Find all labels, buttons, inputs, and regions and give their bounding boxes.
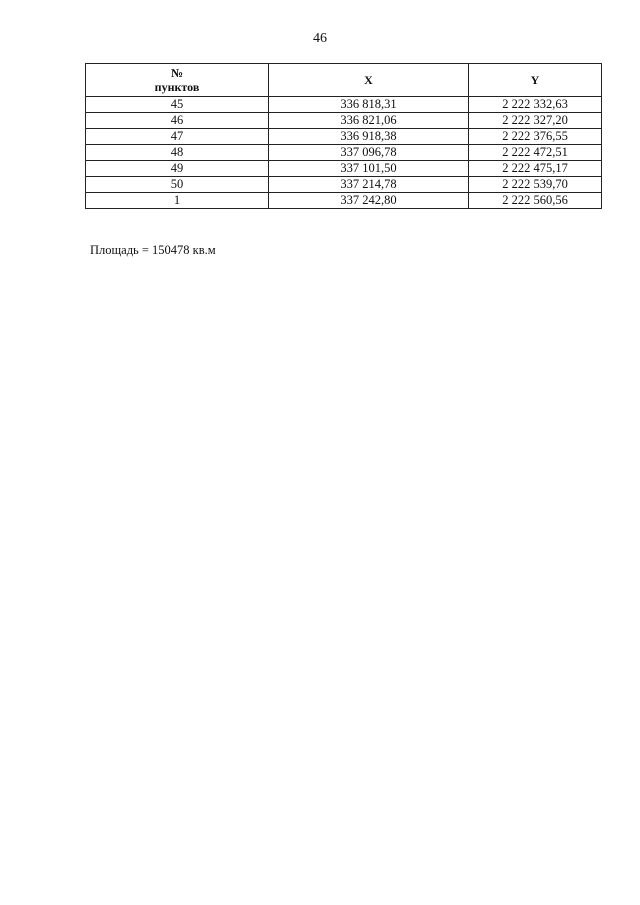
header-point-number-label: пунктов [154, 80, 200, 94]
table-header-row [86, 64, 602, 97]
x-coordinate-cell: 336 918,38 [269, 129, 469, 145]
point-number-cell: 46 [86, 113, 269, 129]
header-y: Y [469, 64, 602, 97]
header-point-number [86, 64, 269, 97]
table-row [86, 113, 602, 129]
y-coordinate-cell: 2 222 376,55 [469, 129, 602, 145]
point-number-cell: 49 [86, 161, 269, 177]
y-coordinate-cell: 2 222 475,17 [469, 161, 602, 177]
area-note: Площадь = 150478 кв.м [90, 243, 216, 257]
point-number-cell: 48 [86, 145, 269, 161]
y-coordinate-cell: 2 222 539,70 [469, 177, 602, 193]
point-number-cell: 1 [86, 193, 269, 209]
point-number-cell: 45 [86, 97, 269, 113]
x-coordinate-cell: 336 818,31 [269, 97, 469, 113]
table-row [86, 129, 602, 145]
header-point-number-symbol: № [170, 66, 184, 80]
point-number-cell: 47 [86, 129, 269, 145]
table-row [86, 177, 602, 193]
table-row [86, 145, 602, 161]
point-number-cell: 50 [86, 177, 269, 193]
header-x: X [269, 64, 469, 97]
y-coordinate-cell: 2 222 472,51 [469, 145, 602, 161]
x-coordinate-cell: 337 096,78 [269, 145, 469, 161]
x-coordinate-cell: 337 242,80 [269, 193, 469, 209]
page-number: 46 [313, 31, 327, 46]
y-coordinate-cell: 2 222 327,20 [469, 113, 602, 129]
table-row [86, 161, 602, 177]
table-row [86, 193, 602, 209]
x-coordinate-cell: 336 821,06 [269, 113, 469, 129]
x-coordinate-cell: 337 214,78 [269, 177, 469, 193]
coordinates-table [85, 63, 602, 209]
x-coordinate-cell: 337 101,50 [269, 161, 469, 177]
y-coordinate-cell: 2 222 560,56 [469, 193, 602, 209]
table-row [86, 97, 602, 113]
y-coordinate-cell: 2 222 332,63 [469, 97, 602, 113]
